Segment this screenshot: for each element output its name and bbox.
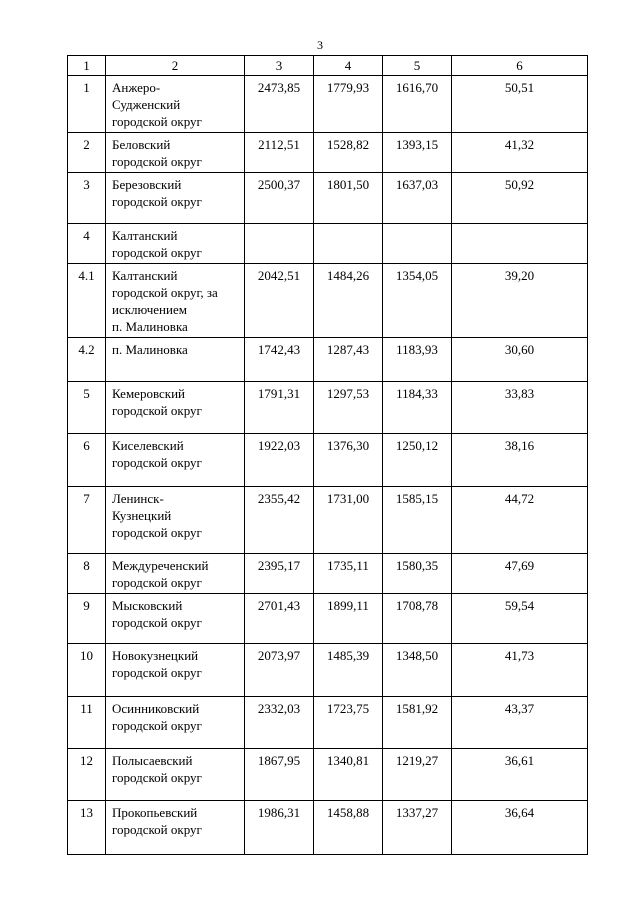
value-col-4 [314,224,383,264]
table-row [68,338,588,382]
header-row [68,56,588,76]
value-col-6: 41,32 [452,133,588,173]
row-number: 4.1 [68,264,106,338]
value-col-5: 1581,92 [383,697,452,749]
value-col-5: 1183,93 [383,338,452,382]
row-number: 3 [68,173,106,224]
value-col-3: 2073,97 [245,644,314,697]
table-row [68,801,588,855]
row-number: 13 [68,801,106,855]
row-number: 9 [68,594,106,644]
value-col-4: 1297,53 [314,382,383,434]
value-col-6: 50,92 [452,173,588,224]
row-name: Кемеровский городской округ [106,382,245,434]
row-number: 10 [68,644,106,697]
row-number: 1 [68,76,106,133]
header-cell: 2 [106,56,245,76]
value-col-3 [245,224,314,264]
value-col-5: 1354,05 [383,264,452,338]
header-cell: 3 [245,56,314,76]
row-name: Ленинск- Кузнецкий городской округ [106,487,245,554]
value-col-4: 1485,39 [314,644,383,697]
value-col-6: 41,73 [452,644,588,697]
table-row [68,76,588,133]
table-row [68,173,588,224]
value-col-4: 1376,30 [314,434,383,487]
table-row [68,644,588,697]
value-col-3: 1867,95 [245,749,314,801]
value-col-6: 38,16 [452,434,588,487]
header-cell: 6 [452,56,588,76]
row-name: Березовский городской округ [106,173,245,224]
value-col-3: 2332,03 [245,697,314,749]
value-col-3: 2042,51 [245,264,314,338]
row-name: Междуреченский городской округ [106,554,245,594]
value-col-4: 1731,00 [314,487,383,554]
table-row [68,224,588,264]
value-col-4: 1528,82 [314,133,383,173]
value-col-3: 2473,85 [245,76,314,133]
value-col-6: 33,83 [452,382,588,434]
value-col-3: 2112,51 [245,133,314,173]
value-col-4: 1340,81 [314,749,383,801]
value-col-6: 47,69 [452,554,588,594]
value-col-3: 2701,43 [245,594,314,644]
value-col-4: 1735,11 [314,554,383,594]
row-number: 2 [68,133,106,173]
row-name: Беловский городской округ [106,133,245,173]
value-col-3: 1791,31 [245,382,314,434]
row-number: 4.2 [68,338,106,382]
value-col-6: 36,61 [452,749,588,801]
row-name: Осинниковский городской округ [106,697,245,749]
value-col-5: 1337,27 [383,801,452,855]
value-col-4: 1899,11 [314,594,383,644]
value-col-5: 1616,70 [383,76,452,133]
table-row [68,133,588,173]
table-row [68,434,588,487]
row-number: 5 [68,382,106,434]
value-col-4: 1779,93 [314,76,383,133]
row-number: 7 [68,487,106,554]
row-name: Полысаевский городской округ [106,749,245,801]
value-col-6: 30,60 [452,338,588,382]
value-col-6: 36,64 [452,801,588,855]
value-col-6: 44,72 [452,487,588,554]
row-name: Прокопьевский городской округ [106,801,245,855]
value-col-5: 1250,12 [383,434,452,487]
value-col-5: 1393,15 [383,133,452,173]
row-name: Киселевский городской округ [106,434,245,487]
row-name: Анжеро- Судженский городской округ [106,76,245,133]
row-number: 8 [68,554,106,594]
value-col-6: 59,54 [452,594,588,644]
value-col-3: 1922,03 [245,434,314,487]
value-col-4: 1287,43 [314,338,383,382]
value-col-5: 1348,50 [383,644,452,697]
header-cell: 4 [314,56,383,76]
table-row [68,697,588,749]
value-col-3: 2355,42 [245,487,314,554]
row-name: Мысковский городской округ [106,594,245,644]
value-col-5: 1580,35 [383,554,452,594]
value-col-3: 2395,17 [245,554,314,594]
table-row [68,382,588,434]
value-col-6: 50,51 [452,76,588,133]
value-col-5: 1219,27 [383,749,452,801]
value-col-5: 1637,03 [383,173,452,224]
value-col-5 [383,224,452,264]
value-col-4: 1801,50 [314,173,383,224]
row-name: п. Малиновка [106,338,245,382]
row-name: Калтанский городской округ [106,224,245,264]
row-name: Калтанский городской округ, за исключением п. Малиновка [106,264,245,338]
table-row [68,487,588,554]
table-row [68,594,588,644]
data-table [67,55,588,855]
value-col-3: 1986,31 [245,801,314,855]
table-row [68,264,588,338]
value-col-6 [452,224,588,264]
value-col-5: 1184,33 [383,382,452,434]
value-col-5: 1708,78 [383,594,452,644]
value-col-4: 1723,75 [314,697,383,749]
row-number: 6 [68,434,106,487]
value-col-4: 1458,88 [314,801,383,855]
value-col-6: 39,20 [452,264,588,338]
value-col-3: 1742,43 [245,338,314,382]
row-number: 4 [68,224,106,264]
value-col-5: 1585,15 [383,487,452,554]
value-col-3: 2500,37 [245,173,314,224]
row-name: Новокузнецкий городской округ [106,644,245,697]
row-number: 12 [68,749,106,801]
table-row [68,554,588,594]
page-number: 3 [317,38,323,52]
header-cell: 5 [383,56,452,76]
header-cell: 1 [68,56,106,76]
value-col-4: 1484,26 [314,264,383,338]
table-row [68,749,588,801]
row-number: 11 [68,697,106,749]
value-col-6: 43,37 [452,697,588,749]
